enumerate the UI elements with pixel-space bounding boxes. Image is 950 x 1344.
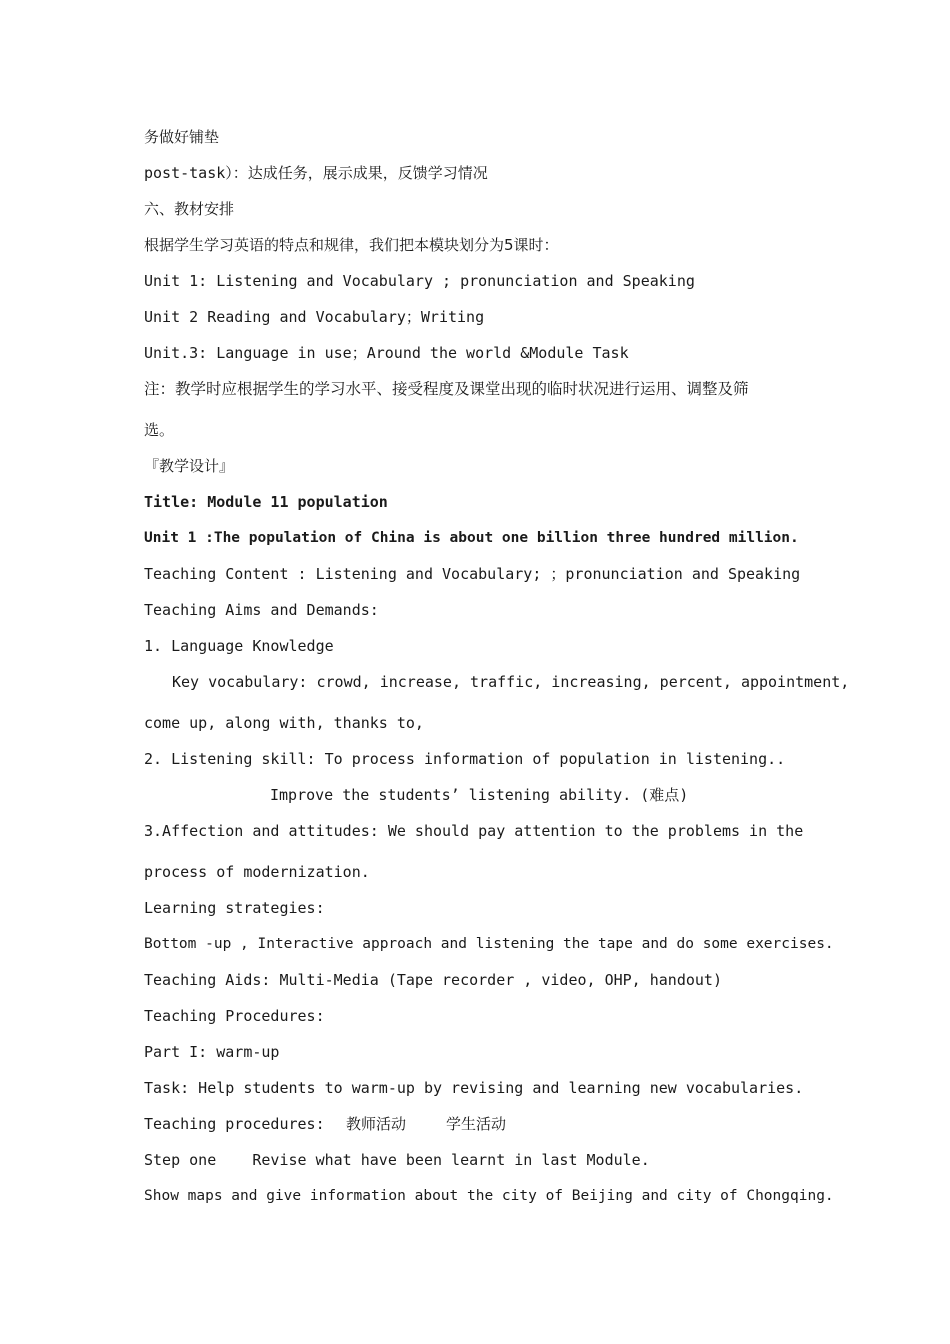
text-line: Step one Revise what have been learnt in last Module. — [144, 1151, 650, 1169]
text-line: 1. Language Knowledge — [144, 637, 334, 655]
column-label-student: 学生活动 — [446, 1115, 507, 1133]
text-line: Part I: warm-up — [144, 1043, 280, 1061]
text-line: process of modernization. — [144, 863, 370, 881]
section-heading: 六、教材安排 — [144, 200, 235, 218]
text-line: 2. Listening skill: To process information of population in listening.. — [144, 750, 786, 768]
column-label-teacher: 教师活动 — [346, 1115, 407, 1133]
document-title: Title: Module 11 population — [144, 493, 388, 511]
unit-heading: Unit 1 :The population of China is about one billion three hundred million. — [144, 530, 799, 546]
text-line: Teaching Procedures: — [144, 1007, 325, 1025]
text-line: Teaching procedures: — [144, 1115, 325, 1133]
text-line: 务做好铺垫 — [144, 128, 220, 146]
text-line: Unit 1: Listening and Vocabulary ; pronunciation and Speaking — [144, 272, 695, 290]
text-line: Task: Help students to warm-up by revising and learning new vocabularies. — [144, 1079, 804, 1097]
text-line: Unit 2 Reading and Vocabulary；Writing — [144, 308, 485, 326]
text-line: Show maps and give information about the city of Beijing and city of Chongqing. — [144, 1188, 834, 1204]
text-line: Unit.3: Language in use；Around the world &Module Task — [144, 344, 629, 362]
text-line: Key vocabulary: crowd, increase, traffic, increasing, percent, appointment, — [172, 673, 850, 691]
text-line: 选。 — [144, 421, 175, 439]
section-heading: 『教学设计』 — [144, 457, 235, 475]
text-line: Improve the students’ listening ability. (难点) — [270, 786, 689, 804]
note-line: 注：教学时应根据学生的学习水平、接受程度及课堂出现的临时状况进行运用、调整及筛 — [144, 380, 749, 398]
text-line: Learning strategies: — [144, 899, 325, 917]
text-line: Teaching Content : Listening and Vocabulary; ；pronunciation and Speaking — [144, 565, 801, 583]
text-line: Teaching Aids: Multi-Media (Tape recorder , video, OHP, handout) — [144, 971, 722, 989]
text-line: come up, along with, thanks to, — [144, 714, 424, 732]
text-line: 根据学生学习英语的特点和规律，我们把本模块划分为5课时： — [144, 236, 559, 254]
text-line: post-task）：达成任务，展示成果，反馈学习情况 — [144, 164, 488, 182]
text-line: Teaching Aims and Demands: — [144, 601, 379, 619]
text-line: Bottom -up , Interactive approach and listening the tape and do some exercises. — [144, 936, 834, 952]
text-line: 3.Affection and attitudes: We should pay attention to the problems in the — [144, 822, 804, 840]
